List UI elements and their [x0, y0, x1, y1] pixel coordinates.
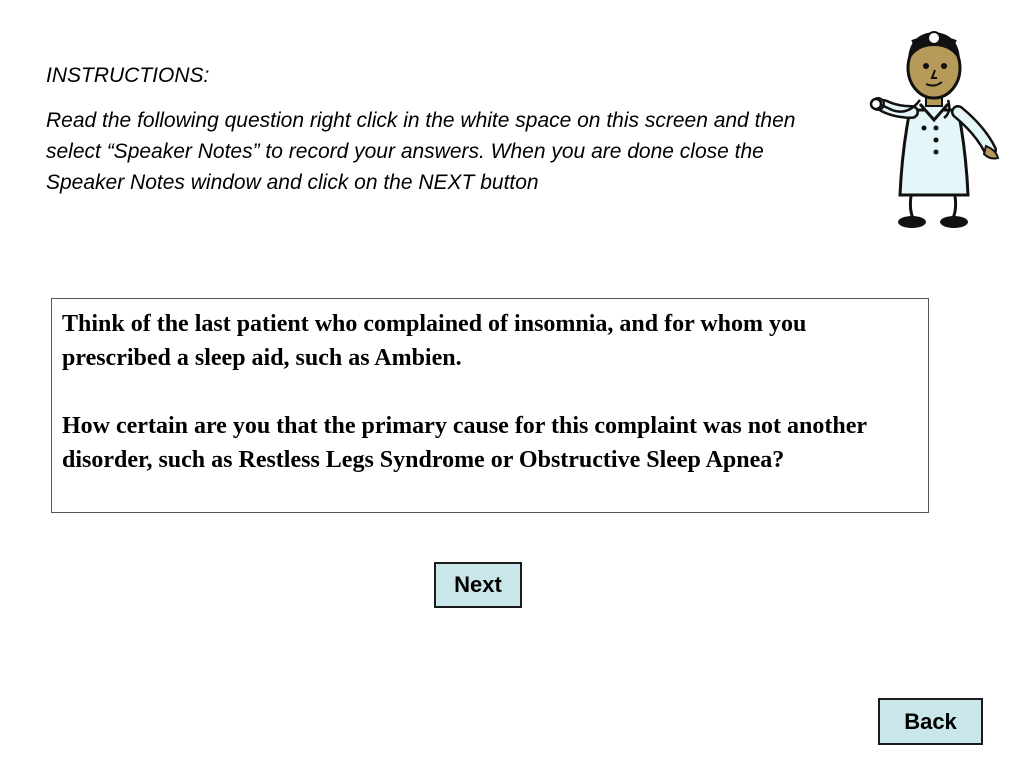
- doctor-illustration-icon: [862, 20, 1008, 235]
- question-box: [51, 298, 929, 513]
- next-button[interactable]: Next: [434, 562, 522, 608]
- paragraph-spacer: [62, 375, 918, 409]
- question-context-text: Think of the last patient who complained of insomnia, and for whom you prescribed a sleep aid, such as Ambien.: [62, 311, 807, 371]
- back-button[interactable]: Back: [878, 698, 983, 745]
- question-text: How certain are you that the primary cause for this complaint was not another disorder, such as Restless Legs Syndrome or Obstructive Sleep Apnea?: [62, 413, 867, 473]
- instructions-text: Read the following question right click in the white space on this screen and then select “Speaker Notes” to record your answers. When you are done close the Speaker Notes window and click on the NEXT button: [46, 109, 796, 194]
- instructions-block: [46, 60, 806, 198]
- instructions-heading: INSTRUCTIONS:: [46, 64, 210, 87]
